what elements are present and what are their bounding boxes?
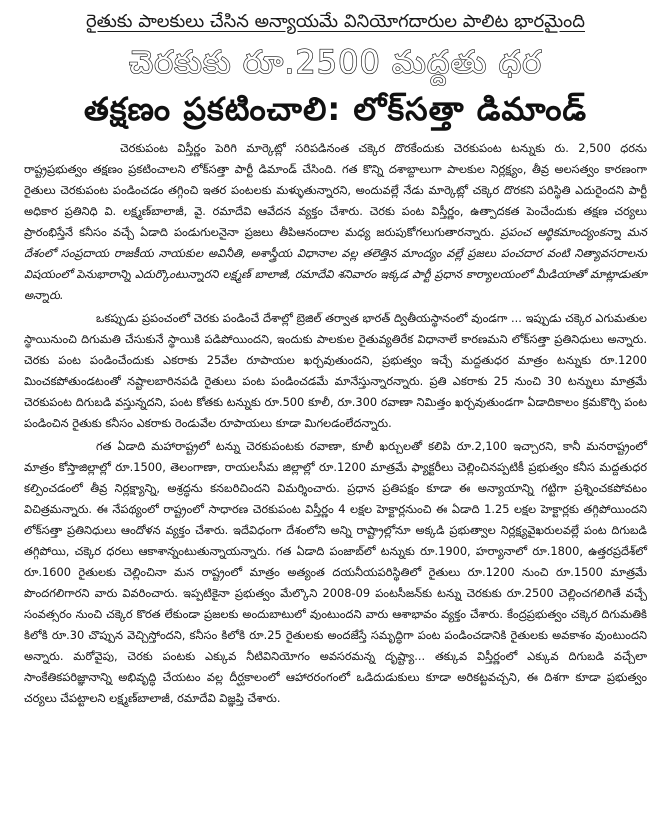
paragraph-1-text: చెరకుపంట విస్తీర్ణం పెరిగి మార్కెట్లో సరిపడినంత చక్కెర దొరకేందుకు చెరకుపంట టన్నుకు రు. 2,500 ధరను రాష్ట్రప్రభుత్వం తక్షణం ప్రకటించాలని లోక్‌సత్తా పార్టీ డిమాండ్ చేసింది. గత కొన్ని దశాబ్దాలుగా పాలకుల నిర్లక్ష్యం, తీవ్ర అలసత్వం కారణంగా రైతులు చెరకుపంట పండించడం తగ్గించి ఇతర పంటలకు మళ్ళుతున్నారని, అందువల్లే నేడు మార్కెట్లో చక్కెర దొరకని పరిస్థితి ఎదురైందని పార్టీ అధికార ప్రతినిధి వి. లక్ష్మణ్‌బాలాజీ, వై. రమాదేవి ఆవేదన వ్యక్తం చేశారు. చెరకు పంట విస్తీర్ణం, ఉత్పాదకత పెంచేందుకు తక్షణ చర్యలు ప్రారంభిస్తేనే కనీసం వచ్చే ఏడాది పండుగులనైనా ప్రజలు తీపిఆనందాల మధ్య జరుపుకోగలుగుతారన్నారు.: [24, 141, 647, 239]
article-kicker: రైతుకు పాలకులు చేసిన అన్యాయమే వినియోగదారుల పాలిట భారమైంది: [85, 11, 585, 32]
article-paragraph-2: ఒకప్పుడు ప్రపంచంలో చెరకు పండించే దేశాల్లో బ్రెజిల్ తర్వాత భారత్ ద్వితీయస్థానంలో వుండగా ... ఇప్పుడు చక్కెర ఎగుమతుల స్థాయినుంచి దిగుమతి చేసుకునే స్థాయికి పడిపోయిందని, ఇందుకు పాలకుల రైతువ్యతిరేక విధానాలే కారణమని లోక్‌సత్తా ప్రతినిధులు అన్నారు. చెరకు పంట పండించేందుకు ఎకరాకు 25వేల రూపాయల ఖర్చవుతుందని, ప్రభుత్వం ఇచ్చే మద్దతుధర మాత్రం టన్నుకు రూ.1200 మించకపోతుండటంతో నష్టాలబారినపడి రైతులు పంట పండించడమే మానేస్తున్నారన్నారు. ప్రతి ఎకరాకు 25 నుంచి 30 టన్నులు మాత్రమే చెరకుపంట దిగుబడి వస్తున్నదని, పంట కోతకు టన్నుకు రూ.500 కూలీ, రూ.300 రవాణా నిమిత్తం ఖర్చవుతుండగా ఏడాదికాలం క్రమకొర్చి పంట పండించిన రైతుకు కనీసం ఎకరాకు రెండువేల రూపాయలు కూడా మిగలడంలేదన్నారు.: [24, 311, 647, 430]
headline-line-2: తక్షణం ప్రకటించాలి: లోక్‌సత్తా డిమాండ్: [83, 90, 588, 128]
article-paragraph-1: [24, 138, 647, 306]
headline-line-1: చెరకుకు రూ.2500 మద్దతు ధర: [128, 43, 543, 81]
article-body: [24, 138, 647, 709]
kicker-wrap: [24, 8, 647, 36]
article-paragraph-3: గత ఏడాది మహారాష్ట్రలో టన్ను చెరకుపంటకు రవాణా, కూలీ ఖర్చులతో కలిపి రూ.2,100 ఇచ్చారని, కానీ మనరాష్ట్రంలో మాత్రం కోస్తాజిల్లాల్లో రూ.1500, తెలంగాణా, రాయలసీమ జిల్లాల్లో రూ.1200 మాత్రమే ఫ్యాక్టరీలు చెల్లించినప్పటికీ ప్రభుత్వం కనీస మద్దతుధర కల్పించడంలో తీవ్ర నిర్లక్ష్యాన్ని, అశ్రద్ధను కనబరిచిందని విమర్శించారు. ప్రధాన ప్రతిపక్షం కూడా ఈ అన్యాయాన్ని గట్టిగా ప్రశ్నించకపోవటం విచిత్రమన్నారు. ఈ నేపథ్యంలో రాష్ట్రంలో సాధారణ చెరకుపంట విస్తీర్ణం 4 లక్షల హెక్టార్లనుంచి ఈ ఏడాది 1.25 లక్షల హెక్టార్లకు తగ్గిపోయిందని లోక్‌సత్తా ప్రతినిధులు ఆందోళన వ్యక్తం చేశారు. ఇదేవిధంగా దేశంలోని అన్ని రాష్ట్రాల్లోనూ అక్కడి ప్రభుత్వాల నిర్లక్ష్యవైఖరులవల్లే పంట దిగుబడి తగ్గిపోయి, చక్కెర ధరలు ఆకాశాన్నంటుతున్నాయన్నారు. గత ఏడాది పంజాబ్‌లో టన్నుకు రూ.1900, హర్యానాలో రూ.1800, ఉత్తరప్రదేశ్‌లో రూ.1600 రైతులకు చెల్లించినా మన రాష్ట్రంలో మాత్రం అత్యంత దయనీయపరిస్థితిలో రైతులు రూ.1200 నుంచి రూ.1500 మాత్రమే పొందగలిగారని వారు వివరించారు. ఇప్పటికైనా ప్రభుత్వం మేల్కొని 2008-09 పంటసీజన్‌కు టన్ను చెరకుకు రూ.2500 చెల్లించగలిగితే వచ్చే సంవత్సరం నుంచి చక్కెర కొరత లేకుండా ప్రజలకు అందుబాటులో వుంటుందని వారు ఆశాభావం వ్యక్తం చేశారు. కేంద్రప్రభుత్వం చక్కెర దిగుమతికి కిలోకి రూ.30 చొప్పున వెచ్చిస్తోందని, కనీసం కిలోకి రూ.25 రైతులకు అందజేస్తే సమృద్ధిగా పంట పండించడానికి రైతులకు అవకాశం వుంటుందని అన్నారు. మరోవైపు, చెరకు పంటకు ఎక్కువ నీటివినియోగం అవసరమన్న దృష్ట్యా... తక్కువ విస్తీర్ణంలో ఎక్కువ దిగుబడి వచ్చేలా సాంకేతికపరిజ్ఞానాన్ని అభివృద్ధి చేయటం వల్ల దీర్ఘకాలంలో ఆహారరంగంలో ఒడిదుడుకులు కూడా అరికట్టవచ్చని, ఈ దిశగా కూడా ప్రభుత్వం చర్యలు చేపట్టాలని లక్ష్మణ్‌బాలాజీ, రమాదేవి విజ్ఞప్తి చేశారు.: [24, 439, 647, 705]
paragraph-1-italic-text: ప్రపంచ ఆర్థికమాంద్యంకన్నా మన దేశంలో సంప్రదాయ రాజకీయ నాయకుల అవినీతి, అశాస్త్రీయ విధానాల వల్ల తలెత్తిన మాంద్యం వల్లే ప్రజలు పంచదార వంటి నిత్యావసరాలను విషయంలో పెనుభారాన్ని ఎదుర్కొంటున్నారని లక్ష్మణ్ బాలాజీ, రమాదేవి శనివారం ఇక్కడ పార్టీ ప్రధాన కార్యాలయంలో మీడియాతో మాట్లాడుతూ అన్నారు.: [24, 225, 648, 302]
